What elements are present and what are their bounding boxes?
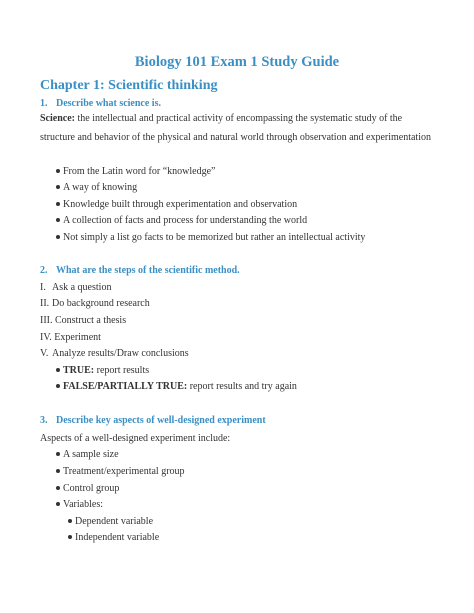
chapter-heading: Chapter 1: Scientific thinking (40, 78, 218, 93)
list-item: Not simply a list go facts to be memorized but rather an intellectual activity (56, 232, 365, 244)
page-title: Biology 101 Exam 1 Study Guide (134, 54, 340, 70)
science-definition (40, 110, 436, 147)
question-1-heading (40, 98, 161, 109)
sub-list-item: Independent variable (68, 532, 159, 544)
bullet-icon (68, 519, 72, 523)
list-item: I. Ask a question (40, 282, 112, 293)
bullet-icon (56, 218, 60, 222)
list-item: V. Analyze results/Draw conclusions (40, 348, 189, 359)
list-item: From the Latin word for “knowledge” (56, 166, 215, 178)
bullet-icon (56, 502, 60, 506)
list-item: Variables: (56, 499, 103, 511)
bullet-icon (56, 469, 60, 473)
intro-text: Aspects of a well-designed experiment include: (40, 433, 231, 444)
bullet-icon (56, 384, 60, 388)
bullet-icon (56, 368, 60, 372)
list-item: FALSE/PARTIALLY TRUE: report results and try again (56, 381, 297, 393)
list-item: Knowledge built through experimentation and observation (56, 199, 297, 211)
question-3-heading (40, 415, 266, 426)
bullet-icon (56, 169, 60, 173)
question-2-heading (40, 265, 240, 276)
definition-text: the intellectual and practical activity of encompassing the systematic study of the structure and behavior of the physical and natural world through observation and experimentation (40, 113, 431, 143)
list-item: TRUE: report results (56, 365, 149, 377)
bullet-icon (56, 452, 60, 456)
question-number: 1. (40, 98, 48, 109)
question-number: 2. (40, 265, 48, 276)
list-item: Treatment/experimental group (56, 466, 185, 478)
bullet-icon (56, 185, 60, 189)
definition-term: Science: (40, 113, 75, 124)
question-text: Describe key aspects of well-designed experiment (56, 415, 266, 426)
sub-list-item: Dependent variable (68, 516, 153, 528)
bullet-icon (68, 535, 72, 539)
list-item: IV. Experiment (40, 332, 101, 343)
bullet-icon (56, 235, 60, 239)
list-item: Control group (56, 483, 119, 495)
question-text: Describe what science is. (56, 98, 161, 109)
question-number: 3. (40, 415, 48, 426)
bullet-icon (56, 202, 60, 206)
list-item: II. Do background research (40, 298, 150, 309)
bullet-icon (56, 486, 60, 490)
list-item: A sample size (56, 449, 119, 461)
list-item: A collection of facts and process for understanding the world (56, 215, 307, 227)
question-text: What are the steps of the scientific method. (56, 265, 240, 276)
list-item: A way of knowing (56, 182, 137, 194)
list-item: III. Construct a thesis (40, 315, 127, 326)
